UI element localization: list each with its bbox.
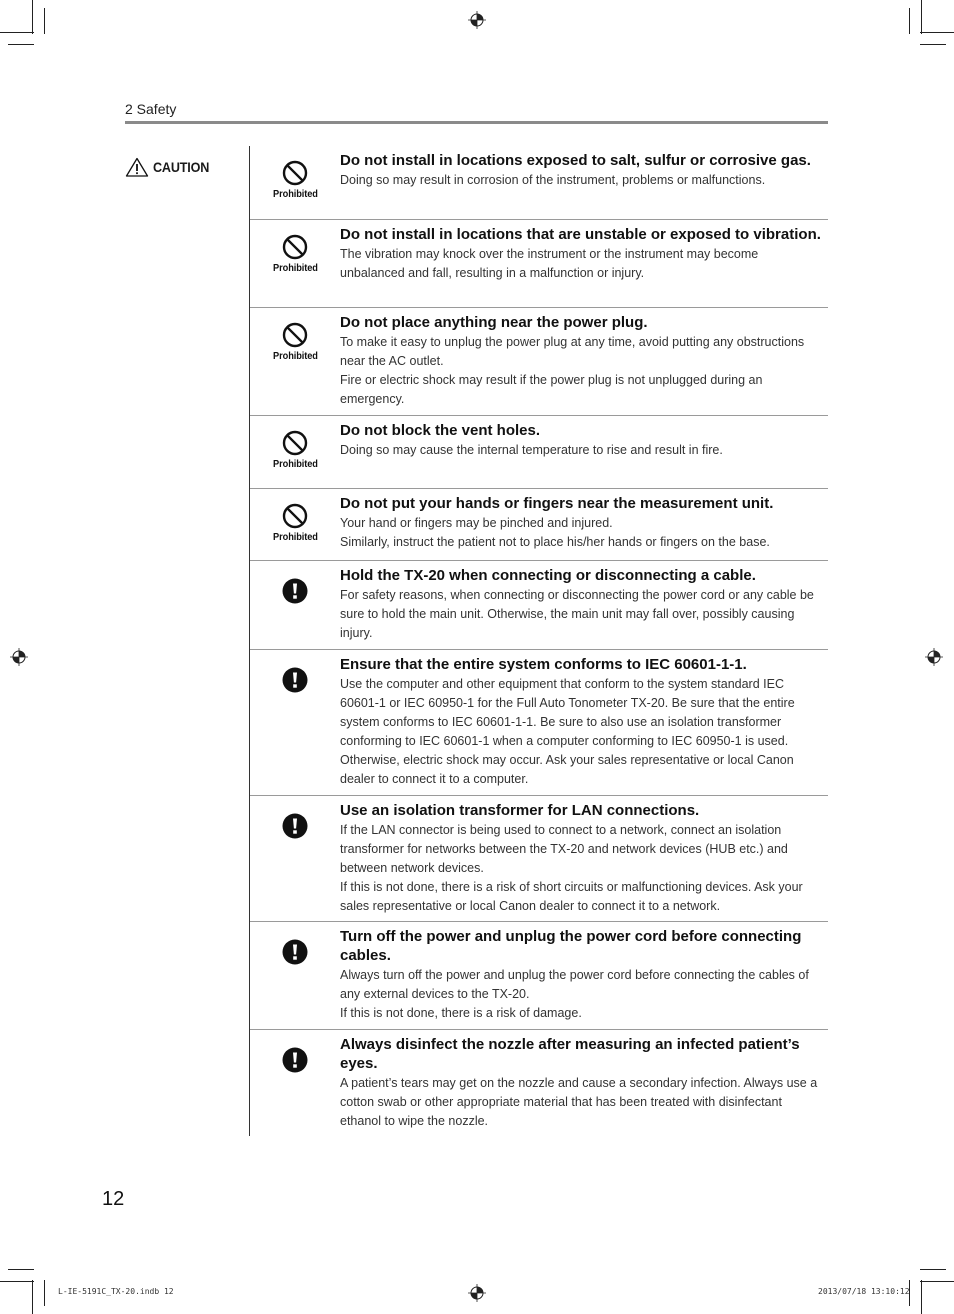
mandatory-icon	[282, 1047, 308, 1073]
item-title: Do not install in locations that are unstable or exposed to vibration.	[340, 226, 821, 243]
mandatory-icon	[282, 578, 308, 604]
item-body-text: Doing so may cause the internal temperature to rise and result in fire.	[340, 443, 723, 457]
item-title: Turn off the power and unplug the power cord before connecting cables.	[340, 928, 802, 964]
item-body-text: If this is not done, there is a risk of damage.	[340, 1006, 582, 1020]
item-body-text: If the LAN connector is being used to connect to a network, connect an isolation transformer for networks between the TX-20 and network devices (HUB etc.) and between network devices.	[340, 823, 788, 875]
section-rule	[125, 121, 828, 124]
item-body-text: Similarly, instruct the patient not to place his/her hands or fingers on the base.	[340, 535, 770, 549]
item-title: Always disinfect the nozzle after measuring an infected patient’s eyes.	[340, 1036, 800, 1072]
icon-label: Prohibited	[272, 458, 318, 470]
caution-item	[250, 220, 828, 308]
section-header: 2 Safety	[125, 101, 177, 117]
prohibited-icon	[282, 234, 308, 260]
registration-mark-icon	[10, 648, 28, 666]
item-title: Ensure that the entire system conforms to IEC 60601-1-1.	[340, 656, 747, 673]
caution-label: CAUTION	[153, 159, 210, 175]
page-number: 12	[102, 1188, 125, 1210]
registration-mark-icon	[468, 11, 486, 29]
caution-item	[250, 650, 828, 796]
item-title: Do not place anything near the power plug.	[340, 314, 648, 331]
caution-heading	[125, 157, 215, 177]
item-body-text: A patient’s tears may get on the nozzle and cause a secondary infection. Always use a cotton swab or other appropriate material that has been treated with disinfectant ethanol to wipe the nozzle.	[340, 1076, 818, 1128]
caution-item	[250, 489, 828, 561]
mandatory-icon	[282, 813, 308, 839]
item-title: Do not block the vent holes.	[340, 422, 541, 439]
footer-timestamp: 2013/07/18 13:10:12	[818, 1287, 910, 1296]
item-title: Do not put your hands or fingers near the measurement unit.	[340, 495, 774, 512]
caution-item	[250, 146, 828, 220]
caution-item	[250, 796, 828, 922]
prohibited-icon	[282, 160, 308, 186]
caution-item	[250, 561, 828, 650]
caution-item	[250, 416, 828, 489]
icon-label: Prohibited	[272, 531, 318, 543]
item-title: Do not install in locations exposed to salt, sulfur or corrosive gas.	[340, 152, 811, 169]
mandatory-icon	[282, 667, 308, 693]
item-title: Hold the TX-20 when connecting or disconnecting a cable.	[340, 567, 756, 584]
prohibited-icon	[282, 322, 308, 348]
registration-mark-icon	[925, 648, 943, 666]
item-body-text: For safety reasons, when connecting or disconnecting the power cord or any cable be sure to hold the main unit. Otherwise, the main unit may fall over, possibly causing injury.	[340, 588, 814, 640]
item-body-text: Always turn off the power and unplug the power cord before connecting the cables of any external devices to the TX-20.	[340, 968, 809, 1001]
caution-list	[250, 146, 828, 1136]
item-body-text: If this is not done, there is a risk of short circuits or malfunctioning devices. Ask your sales representative or local Canon dealer to connect it to a network.	[340, 880, 803, 913]
warning-triangle-icon	[125, 157, 149, 177]
item-title: Use an isolation transformer for LAN connections.	[340, 802, 700, 819]
icon-label: Prohibited	[272, 188, 318, 200]
item-body-text: Fire or electric shock may result if the power plug is not unplugged during an emergency.	[340, 373, 763, 406]
icon-label: Prohibited	[272, 350, 318, 362]
item-body-text: Use the computer and other equipment that conform to the system standard IEC 60601-1 or IEC 60950-1 for the Full Auto Tonometer TX-20. Be sure that the entire system conforms to IEC 60601-1-1. Be sure to also use an isolation transformer conforming to IEC 60601-1 when a computer conforming to IEC 60950-1 is used. Otherwise, electric shock may occur. Ask your sales representative or local Canon dealer to connect it to a computer.	[340, 677, 795, 786]
prohibited-icon	[282, 430, 308, 456]
icon-label: Prohibited	[272, 262, 318, 274]
caution-item	[250, 308, 828, 416]
caution-item	[250, 922, 828, 1030]
item-body-text: Doing so may result in corrosion of the instrument, problems or malfunctions.	[340, 173, 766, 187]
registration-mark-icon	[468, 1284, 486, 1302]
mandatory-icon	[282, 939, 308, 965]
prohibited-icon	[282, 503, 308, 529]
item-body-text: Your hand or fingers may be pinched and injured.	[340, 516, 613, 530]
footer-file-info: L-IE-5191C_TX-20.indb 12	[58, 1287, 174, 1296]
item-body-text: To make it easy to unplug the power plug at any time, avoid putting any obstructions near the AC outlet.	[340, 335, 805, 368]
caution-item	[250, 1030, 828, 1136]
item-body-text: The vibration may knock over the instrument or the instrument may become unbalanced and fall, resulting in a malfunction or injury.	[340, 247, 759, 280]
